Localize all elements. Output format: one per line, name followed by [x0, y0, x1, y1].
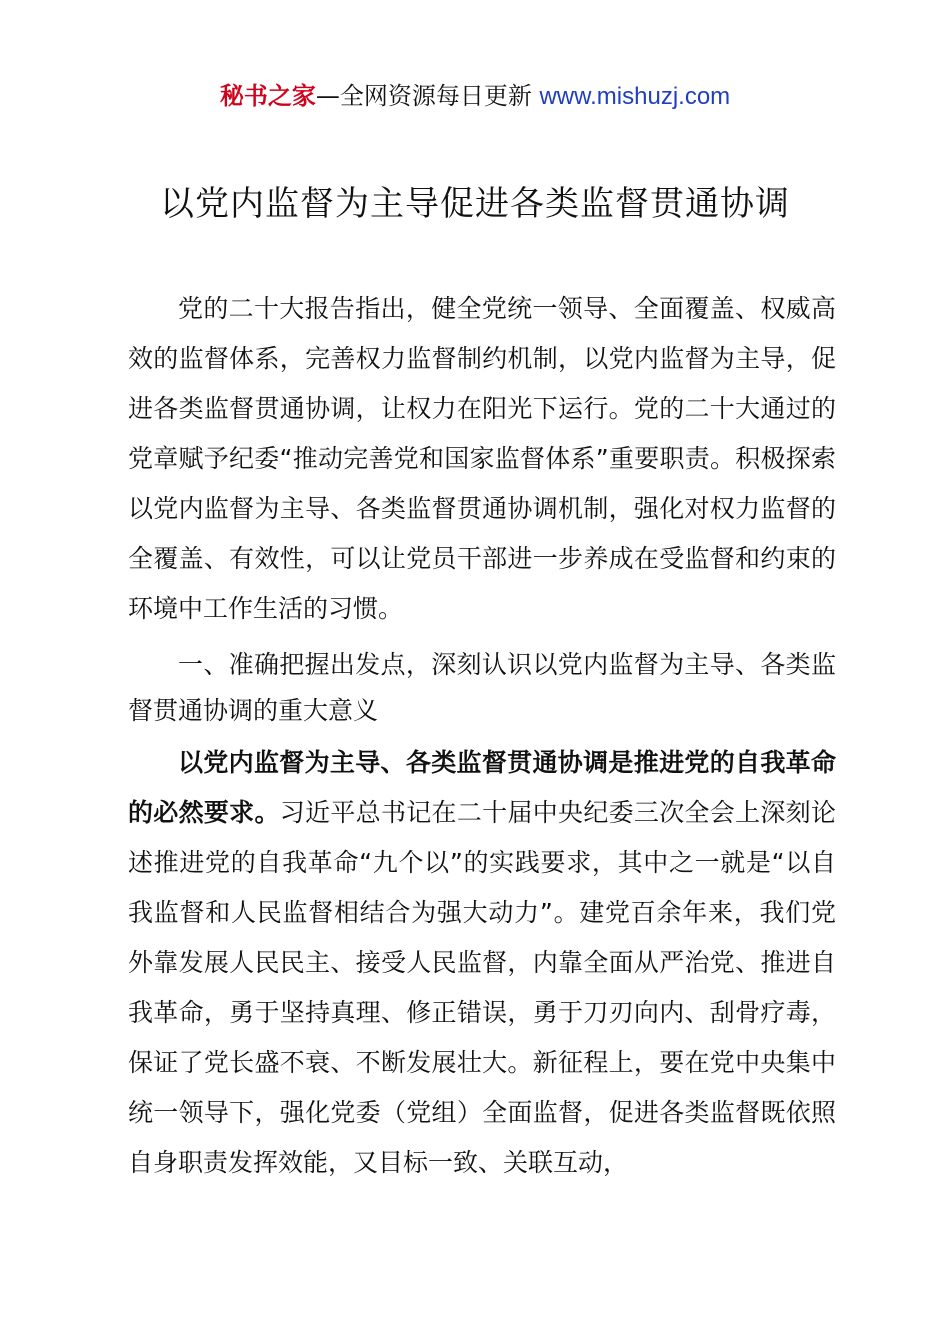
- section-heading-1: 一、准确把握出发点，深刻认识以党内监督为主导、各类监督贯通协调的重大意义: [128, 650, 836, 725]
- document-title: 以党内监督为主导促进各类监督贯通协调: [160, 184, 790, 224]
- paragraph-point-1-text: 习近平总书记在二十届中央纪委三次全会上深刻论述推进党的自我革命“九个以”的实践要求，其中之一就是“以自我监督和人民监督相结合为强大动力”。建党百余年来，我们党外靠发展人民民主、接受人民监督，内靠全面从严治党、推进自我革命，勇于坚持真理、修正错误，勇于刀刃向内、刮骨疗毒，保证了党长盛不衰、不断发展壮大。新征程上，要在党中央集中统一领导下，强化党委（党组）全面监督，促进各类监督既依照自身职责发挥效能，又目标一致、关联互动，: [128, 798, 836, 1177]
- paragraph-intro: 党的二十大报告指出，健全党统一领导、全面覆盖、权威高效的监督体系，完善权力监督制约机制，以党内监督为主导，促进各类监督贯通协调，让权力在阳光下运行。党的二十大通过的党章赋予纪委“推动完善党和国家监督体系”重要职责。积极探索以党内监督为主导、各类监督贯通协调机制，强化对权力监督的全覆盖、有效性，可以让党员干部进一步养成在受监督和约束的环境中工作生活的习惯。: [128, 294, 836, 623]
- site-tagline: —全网资源每日更新: [315, 82, 540, 110]
- paragraph-point-1: [128, 738, 836, 1188]
- paragraph-lead-bold: 以党内监督为主导、各类监督贯通协调是推进党的自我革命的必然要求。: [128, 748, 836, 827]
- site-url-link[interactable]: www.mishuzj.com: [539, 83, 731, 110]
- document-body: [128, 284, 836, 1188]
- site-brand: 秘书之家: [219, 82, 316, 110]
- site-header: [0, 80, 950, 113]
